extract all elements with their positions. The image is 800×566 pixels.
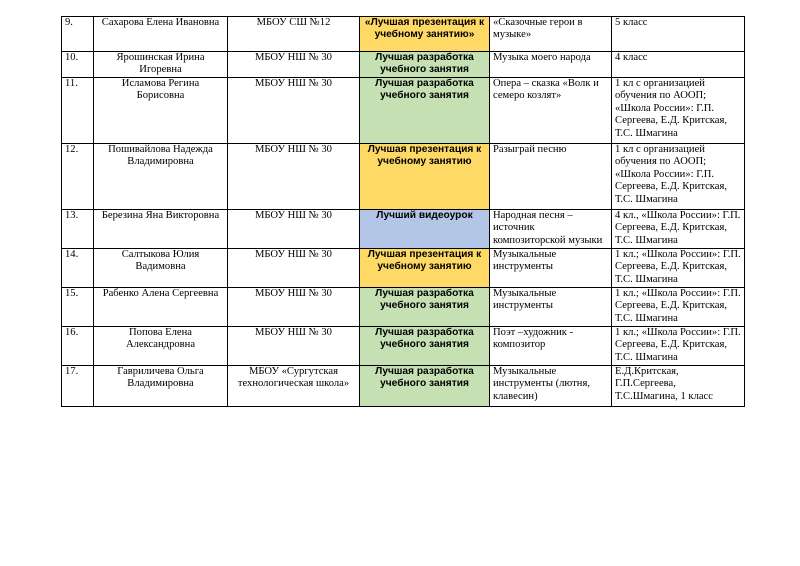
class-info-cell: 4 класс [612, 52, 745, 78]
participant-name: Ярошинская Ирина Игоревна [94, 52, 228, 78]
nomination-cell: Лучшая разработка учебного занятия [360, 52, 490, 78]
nomination-cell: «Лучшая презентация к учебному занятию» [360, 17, 490, 52]
table-row [62, 210, 745, 249]
school-name: МБОУ НШ № 30 [228, 288, 360, 327]
results-table [61, 16, 745, 407]
topic-cell: Музыка моего народа [490, 52, 612, 78]
participant-name: Гавриличева Ольга Владимировна [94, 366, 228, 407]
class-info-cell: 1 кл.; «Школа России»: Г.П. Сергеева, Е.Д. Критская, Т.С. Шмагина [612, 288, 745, 327]
school-name: МБОУ НШ № 30 [228, 78, 360, 144]
topic-cell: «Сказочные герои в музыке» [490, 17, 612, 52]
table-row [62, 144, 745, 210]
nomination-cell: Лучшая разработка учебного занятия [360, 288, 490, 327]
topic-cell: Разыграй песню [490, 144, 612, 210]
table-row [62, 17, 745, 52]
school-name: МБОУ НШ № 30 [228, 144, 360, 210]
school-name: МБОУ НШ № 30 [228, 327, 360, 366]
class-info-cell: 1 кл с организацией обучения по АООП; «Школа России»: Г.П. Сергеева, Е.Д. Критская, Т.С. Шмагина [612, 78, 745, 144]
row-number: 13. [62, 210, 94, 249]
results-table-body [62, 17, 745, 407]
row-number: 14. [62, 249, 94, 288]
nomination-cell: Лучшая разработка учебного занятия [360, 78, 490, 144]
topic-cell: Музыкальные инструменты [490, 249, 612, 288]
class-info-cell: 1 кл.; «Школа России»: Г.П. Сергеева, Е.Д. Критская, Т.С. Шмагина [612, 249, 745, 288]
table-row [62, 288, 745, 327]
topic-cell: Опера – сказка «Волк и семеро козлят» [490, 78, 612, 144]
participant-name: Исламова Регина Борисовна [94, 78, 228, 144]
nomination-cell: Лучшая разработка учебного занятия [360, 366, 490, 407]
nomination-cell: Лучшая презентация к учебному занятию [360, 249, 490, 288]
table-row [62, 327, 745, 366]
participant-name: Рабенко Алена Сергеевна [94, 288, 228, 327]
table-row [62, 249, 745, 288]
row-number: 10. [62, 52, 94, 78]
participant-name: Попова Елена Александровна [94, 327, 228, 366]
topic-cell: Музыкальные инструменты (лютня, клавесин) [490, 366, 612, 407]
row-number: 11. [62, 78, 94, 144]
table-row [62, 52, 745, 78]
school-name: МБОУ НШ № 30 [228, 249, 360, 288]
row-number: 9. [62, 17, 94, 52]
participant-name: Пошивайлова Надежда Владимировна [94, 144, 228, 210]
row-number: 12. [62, 144, 94, 210]
school-name: МБОУ НШ № 30 [228, 210, 360, 249]
row-number: 17. [62, 366, 94, 407]
table-row [62, 366, 745, 407]
participant-name: Березина Яна Викторовна [94, 210, 228, 249]
row-number: 15. [62, 288, 94, 327]
table-row [62, 78, 745, 144]
topic-cell: Музыкальные инструменты [490, 288, 612, 327]
row-number: 16. [62, 327, 94, 366]
participant-name: Салтыкова Юлия Вадимовна [94, 249, 228, 288]
class-info-cell: 5 класс [612, 17, 745, 52]
class-info-cell: 4 кл., «Школа России»: Г.П. Сергеева, Е.Д. Критская, Т.С. Шмагина [612, 210, 745, 249]
class-info-cell: 1 кл.; «Школа России»: Г.П. Сергеева, Е.Д. Критская, Т.С. Шмагина [612, 327, 745, 366]
participant-name: Сахарова Елена Ивановна [94, 17, 228, 52]
class-info-cell: 1 кл с организацией обучения по АООП; «Школа России»: Г.П. Сергеева, Е.Д. Критская, Т.С. Шмагина [612, 144, 745, 210]
topic-cell: Поэт –художник - композитор [490, 327, 612, 366]
nomination-cell: Лучшая разработка учебного занятия [360, 327, 490, 366]
school-name: МБОУ «Сургутская технологическая школа» [228, 366, 360, 407]
nomination-cell: Лучший видеоурок [360, 210, 490, 249]
topic-cell: Народная песня – источник композиторской музыки [490, 210, 612, 249]
class-info-cell: Е.Д.Критская, Г.П.Сергеева, Т.С.Шмагина, 1 класс [612, 366, 745, 407]
nomination-cell: Лучшая презентация к учебному занятию [360, 144, 490, 210]
school-name: МБОУ НШ № 30 [228, 52, 360, 78]
school-name: МБОУ СШ №12 [228, 17, 360, 52]
